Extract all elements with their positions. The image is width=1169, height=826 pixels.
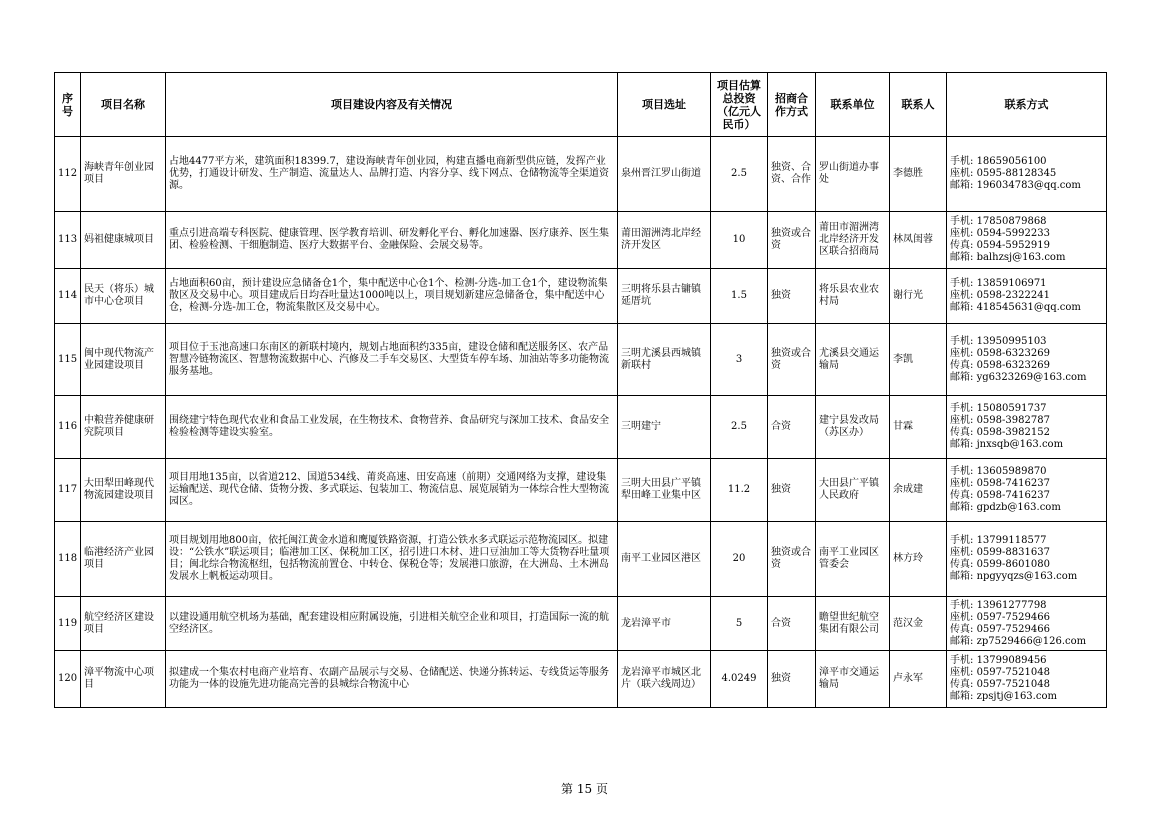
contact-fax-value: 0598-7416237 bbox=[976, 490, 1050, 501]
contact-landline-label: 座机: bbox=[950, 228, 977, 239]
contact-landline bbox=[950, 348, 1103, 360]
contact-fax bbox=[950, 360, 1103, 372]
contact-mobile-value: 17850879868 bbox=[976, 216, 1047, 227]
cell-project-name: 临港经济产业园项目 bbox=[81, 522, 166, 597]
cell-mode: 独资或合资 bbox=[768, 324, 816, 396]
cell-investment: 3 bbox=[711, 324, 768, 396]
contact-fax-value: 0597-7521048 bbox=[976, 679, 1050, 690]
cell-content: 围绕建宁特色现代农业和食品工业发展，在生物技术、食物营养、食品研究与深加工技术、食品安全检验检测等建设实验室。 bbox=[166, 396, 618, 459]
contact-landline-label: 座机: bbox=[950, 478, 977, 489]
cell-mode: 独资 bbox=[768, 651, 816, 708]
cell-location: 龙岩漳平市 bbox=[618, 597, 711, 651]
table-row bbox=[55, 269, 1107, 324]
cell-investment: 5 bbox=[711, 597, 768, 651]
cell-person: 卢永军 bbox=[890, 651, 947, 708]
contact-landline-label: 座机: bbox=[950, 168, 977, 179]
contact-mobile-label: 手机: bbox=[950, 156, 977, 167]
cell-unit: 南平工业园区管委会 bbox=[816, 522, 890, 597]
header-no: 序号 bbox=[55, 73, 81, 137]
contact-email-value: gpdzb@163.com bbox=[976, 502, 1061, 513]
cell-project-name: 航空经济区建设项目 bbox=[81, 597, 166, 651]
contact-mobile-value: 13799089456 bbox=[976, 655, 1047, 666]
cell-mode: 独资或合资 bbox=[768, 212, 816, 269]
contact-fax-label: 传真: bbox=[950, 679, 977, 690]
cell-person: 李德胜 bbox=[890, 137, 947, 212]
contact-fax-value: 0599-8601080 bbox=[976, 559, 1050, 570]
cell-content: 项目位于玉池高速口东南区的新联村境内，规划占地面积约335亩，建设仓储和配送服务区、农产品智慧冷链物流区、智慧物流数据中心、汽修及二手车交易区、大型货车停车场、加油站等多功能物流服务基地。 bbox=[166, 324, 618, 396]
cell-contact bbox=[947, 597, 1107, 651]
header-contact: 联系方式 bbox=[947, 73, 1107, 137]
cell-investment: 1.5 bbox=[711, 269, 768, 324]
cell-no: 119 bbox=[55, 597, 81, 651]
contact-fax bbox=[950, 624, 1103, 636]
contact-fax bbox=[950, 240, 1103, 252]
contact-mobile bbox=[950, 336, 1103, 348]
contact-landline-label: 座机: bbox=[950, 415, 977, 426]
contact-email bbox=[950, 372, 1103, 384]
contact-mobile bbox=[950, 600, 1103, 612]
contact-email-value: zpsjtj@163.com bbox=[976, 691, 1057, 702]
contact-mobile bbox=[950, 278, 1103, 290]
cell-location: 三明建宁 bbox=[618, 396, 711, 459]
contact-email-label: 邮箱: bbox=[950, 571, 977, 582]
contact-email bbox=[950, 571, 1103, 583]
cell-contact bbox=[947, 522, 1107, 597]
contact-email-value: 418545631@qq.com bbox=[976, 302, 1081, 313]
cell-no: 114 bbox=[55, 269, 81, 324]
cell-no: 115 bbox=[55, 324, 81, 396]
contact-landline-label: 座机: bbox=[950, 347, 977, 359]
cell-content: 重点引进高端专科医院、健康管理、医学教育培训、研发孵化平台、孵化加速器、医疗康养、医生集团、检验检测、干细胞制造、医疗大数据平台、金融保险、会展交易等。 bbox=[166, 212, 618, 269]
table-header-row bbox=[55, 73, 1107, 137]
contact-fax-value: 0598-3982152 bbox=[976, 427, 1050, 438]
header-mode: 招商合作方式 bbox=[768, 73, 816, 137]
contact-landline-value: 0599-8831637 bbox=[976, 547, 1050, 558]
contact-email-label: 邮箱: bbox=[950, 502, 977, 513]
contact-mobile-label: 手机: bbox=[950, 403, 977, 414]
table-row bbox=[55, 137, 1107, 212]
contact-email bbox=[950, 691, 1103, 703]
contact-fax-label: 传真: bbox=[950, 490, 977, 501]
table-row bbox=[55, 396, 1107, 459]
contact-email bbox=[950, 439, 1103, 451]
cell-location: 三明大田县广平镇犁田峰工业集中区 bbox=[618, 459, 711, 522]
cell-mode: 独资 bbox=[768, 269, 816, 324]
cell-person: 林凤闺蓉 bbox=[890, 212, 947, 269]
cell-no: 118 bbox=[55, 522, 81, 597]
header-investment: 项目估算总投资（亿元人民币） bbox=[711, 73, 768, 137]
contact-mobile-value: 13605989870 bbox=[976, 466, 1047, 477]
cell-project-name: 海峡青年创业园项目 bbox=[81, 137, 166, 212]
cell-unit: 瞻望世纪航空集团有限公司 bbox=[816, 597, 890, 651]
cell-content: 占地面积60亩，预计建设应急储备仓1个，集中配送中心仓1个、检测-分选-加工仓1个，建设物流集散区及交易中心。项目建成后日均吞吐量达1000吨以上，项目规划新建应急储备仓，集中配送中心仓，检测-分选-加工仓，物流集散区及交易中心。 bbox=[166, 269, 618, 324]
cell-content: 拟建成一个集农村电商产业培育、农副产品展示与交易、仓储配送、快递分拣转运、专线货运等服务功能为一体的设施先进功能高完善的县城综合物流中心 bbox=[166, 651, 618, 708]
cell-project-name: 漳平物流中心项目 bbox=[81, 651, 166, 708]
cell-person: 范汉金 bbox=[890, 597, 947, 651]
table-row bbox=[55, 212, 1107, 269]
cell-no: 113 bbox=[55, 212, 81, 269]
contact-landline-value: 0594-5992233 bbox=[976, 228, 1050, 239]
cell-person: 谢行光 bbox=[890, 269, 947, 324]
contact-landline-label: 座机: bbox=[950, 547, 977, 558]
contact-fax bbox=[950, 427, 1103, 439]
cell-location: 南平工业园区港区 bbox=[618, 522, 711, 597]
contact-email bbox=[950, 252, 1103, 264]
cell-project-name: 民天（将乐）城市中心仓项目 bbox=[81, 269, 166, 324]
contact-landline bbox=[950, 667, 1103, 679]
contact-mobile bbox=[950, 655, 1103, 667]
cell-person: 李凯 bbox=[890, 324, 947, 396]
cell-mode: 独资 bbox=[768, 459, 816, 522]
contact-email-label: 邮箱: bbox=[950, 252, 977, 263]
contact-landline-label: 座机: bbox=[950, 290, 977, 301]
page-number: 第 15 页 bbox=[561, 782, 608, 796]
contact-mobile bbox=[950, 535, 1103, 547]
contact-mobile-label: 手机: bbox=[950, 278, 977, 289]
contact-fax-label: 传真: bbox=[950, 359, 977, 371]
contact-email-value: 196034783@qq.com bbox=[976, 180, 1081, 191]
contact-fax-value: 0594-5952919 bbox=[976, 240, 1050, 251]
contact-landline bbox=[950, 478, 1103, 490]
cell-content: 占地4477平方米，建筑面积18399.7，建设海峡青年创业园，构建直播电商新型供应链，发挥产业优势，打通设计研发、生产制造、流量达人、品牌打造、内容分享、线下网点、仓储物流等全渠道资源。 bbox=[166, 137, 618, 212]
table-row bbox=[55, 324, 1107, 396]
contact-email-value: npgyyqzs@163.com bbox=[976, 571, 1078, 582]
contact-email bbox=[950, 302, 1103, 314]
contact-email-value: balhzsj@163.com bbox=[976, 252, 1066, 263]
cell-investment: 20 bbox=[711, 522, 768, 597]
contact-landline bbox=[950, 612, 1103, 624]
contact-email-label: 邮箱: bbox=[950, 439, 977, 450]
cell-location: 三明将乐县古镛镇延厝坑 bbox=[618, 269, 711, 324]
contact-mobile-value: 13950995103 bbox=[976, 335, 1047, 347]
contact-landline-value: 0598-3982787 bbox=[976, 415, 1050, 426]
cell-person: 甘霖 bbox=[890, 396, 947, 459]
contact-email-value: yg6323269@163.com bbox=[976, 371, 1087, 383]
header-location: 项目选址 bbox=[618, 73, 711, 137]
contact-mobile-label: 手机: bbox=[950, 335, 977, 347]
cell-person: 林方玲 bbox=[890, 522, 947, 597]
contact-mobile bbox=[950, 466, 1103, 478]
cell-no: 117 bbox=[55, 459, 81, 522]
cell-unit: 将乐县农业农村局 bbox=[816, 269, 890, 324]
cell-unit: 莆田市湄洲湾北岸经济开发区联合招商局 bbox=[816, 212, 890, 269]
table-row bbox=[55, 651, 1107, 708]
contact-fax-value: 0597-7529466 bbox=[976, 623, 1050, 635]
contact-email-value: jnxsqb@163.com bbox=[976, 439, 1064, 450]
cell-contact bbox=[947, 137, 1107, 212]
contact-landline-label: 座机: bbox=[950, 667, 977, 678]
cell-project-name: 妈祖健康城项目 bbox=[81, 212, 166, 269]
contact-fax-value: 0598-6323269 bbox=[976, 359, 1050, 371]
table-row bbox=[55, 522, 1107, 597]
contact-landline-value: 0598-7416237 bbox=[976, 478, 1050, 489]
contact-mobile-value: 13961277798 bbox=[976, 599, 1047, 611]
cell-project-name: 大田犁田峰现代物流园建设项目 bbox=[81, 459, 166, 522]
contact-mobile-label: 手机: bbox=[950, 655, 977, 666]
contact-landline-value: 0598-2322241 bbox=[976, 290, 1050, 301]
contact-landline bbox=[950, 168, 1103, 180]
contact-landline-value: 0598-6323269 bbox=[976, 347, 1050, 359]
cell-unit: 尤溪县交通运输局 bbox=[816, 324, 890, 396]
cell-contact bbox=[947, 396, 1107, 459]
contact-mobile bbox=[950, 216, 1103, 228]
contact-mobile-value: 15080591737 bbox=[976, 403, 1047, 414]
projects-table bbox=[54, 72, 1107, 708]
cell-content: 以建设通用航空机场为基础，配套建设相应附属设施，引进相关航空企业和项目，打造国际一流的航空经济区。 bbox=[166, 597, 618, 651]
contact-email-value: zp7529466@126.com bbox=[976, 635, 1087, 647]
contact-mobile-value: 13859106971 bbox=[976, 278, 1047, 289]
cell-unit: 大田县广平镇人民政府 bbox=[816, 459, 890, 522]
cell-mode: 独资或合资 bbox=[768, 522, 816, 597]
cell-person: 余成建 bbox=[890, 459, 947, 522]
contact-mobile-label: 手机: bbox=[950, 466, 977, 477]
cell-contact bbox=[947, 324, 1107, 396]
cell-no: 112 bbox=[55, 137, 81, 212]
header-content: 项目建设内容及有关情况 bbox=[166, 73, 618, 137]
contact-landline-label: 座机: bbox=[950, 611, 977, 623]
contact-email bbox=[950, 636, 1103, 648]
contact-fax bbox=[950, 490, 1103, 502]
cell-mode: 独资、合资、合作 bbox=[768, 137, 816, 212]
contact-fax-label: 传真: bbox=[950, 559, 977, 570]
contact-email bbox=[950, 502, 1103, 514]
cell-no: 120 bbox=[55, 651, 81, 708]
header-person: 联系人 bbox=[890, 73, 947, 137]
cell-mode: 合资 bbox=[768, 597, 816, 651]
contact-email-label: 邮箱: bbox=[950, 302, 977, 313]
header-unit: 联系单位 bbox=[816, 73, 890, 137]
cell-contact bbox=[947, 651, 1107, 708]
cell-mode: 合资 bbox=[768, 396, 816, 459]
contact-email-label: 邮箱: bbox=[950, 180, 977, 191]
contact-mobile-label: 手机: bbox=[950, 599, 977, 611]
cell-location: 三明尤溪县西城镇新联村 bbox=[618, 324, 711, 396]
contact-landline-value: 0595-88128345 bbox=[976, 168, 1057, 179]
contact-landline-value: 0597-7529466 bbox=[976, 611, 1050, 623]
contact-mobile-label: 手机: bbox=[950, 535, 977, 546]
cell-location: 泉州晋江罗山街道 bbox=[618, 137, 711, 212]
table-row bbox=[55, 459, 1107, 522]
header-name: 项目名称 bbox=[81, 73, 166, 137]
contact-email bbox=[950, 180, 1103, 192]
cell-investment: 11.2 bbox=[711, 459, 768, 522]
contact-fax-label: 传真: bbox=[950, 623, 977, 635]
cell-contact bbox=[947, 459, 1107, 522]
cell-unit: 漳平市交通运输局 bbox=[816, 651, 890, 708]
cell-content: 项目用地135亩，以省道212、国道534线、莆炎高速、田安高速（前期）交通网络为支撑，建设集运输配送、现代仓储、货物分拨、多式联运、包装加工、物流信息、展览展销为一体综合性大型物流园区。 bbox=[166, 459, 618, 522]
contact-fax bbox=[950, 679, 1103, 691]
cell-content: 项目规划用地800亩，依托闽江黄金水道和鹰厦铁路资源，打造公铁水多式联运示范物流园区。拟建设：“公铁水”联运项目；临港加工区、保税加工区，招引进口木材、进口豆油加工等大货物吞吐量项目；闽北综合物流枢纽，包括物流前置仓、中转仓、保税仓等；发展港口旅游，在大洲岛、土木洲岛发展水上帆板运动项目。 bbox=[166, 522, 618, 597]
contact-mobile-value: 18659056100 bbox=[976, 156, 1047, 167]
cell-contact bbox=[947, 269, 1107, 324]
contact-email-label: 邮箱: bbox=[950, 635, 977, 647]
cell-contact bbox=[947, 212, 1107, 269]
cell-location: 龙岩漳平市城区北片（联六线周边） bbox=[618, 651, 711, 708]
contact-fax-label: 传真: bbox=[950, 427, 977, 438]
contact-mobile-label: 手机: bbox=[950, 216, 977, 227]
contact-landline bbox=[950, 228, 1103, 240]
contact-mobile-value: 13799118577 bbox=[976, 535, 1047, 546]
contact-fax bbox=[950, 559, 1103, 571]
cell-investment: 2.5 bbox=[711, 396, 768, 459]
contact-landline bbox=[950, 290, 1103, 302]
contact-landline bbox=[950, 547, 1103, 559]
cell-investment: 2.5 bbox=[711, 137, 768, 212]
cell-unit: 罗山街道办事处 bbox=[816, 137, 890, 212]
contact-email-label: 邮箱: bbox=[950, 371, 977, 383]
contact-landline bbox=[950, 415, 1103, 427]
cell-project-name: 闽中现代物流产业园建设项目 bbox=[81, 324, 166, 396]
cell-investment: 10 bbox=[711, 212, 768, 269]
cell-investment: 4.0249 bbox=[711, 651, 768, 708]
cell-location: 莆田湄洲湾北岸经济开发区 bbox=[618, 212, 711, 269]
cell-project-name: 中粮营养健康研究院项目 bbox=[81, 396, 166, 459]
contact-mobile bbox=[950, 156, 1103, 168]
cell-unit: 建宁县发改局（苏区办） bbox=[816, 396, 890, 459]
cell-no: 116 bbox=[55, 396, 81, 459]
contact-landline-value: 0597-7521048 bbox=[976, 667, 1050, 678]
table-row bbox=[55, 597, 1107, 651]
contact-mobile bbox=[950, 403, 1103, 415]
contact-fax-label: 传真: bbox=[950, 240, 977, 251]
contact-email-label: 邮箱: bbox=[950, 691, 977, 702]
